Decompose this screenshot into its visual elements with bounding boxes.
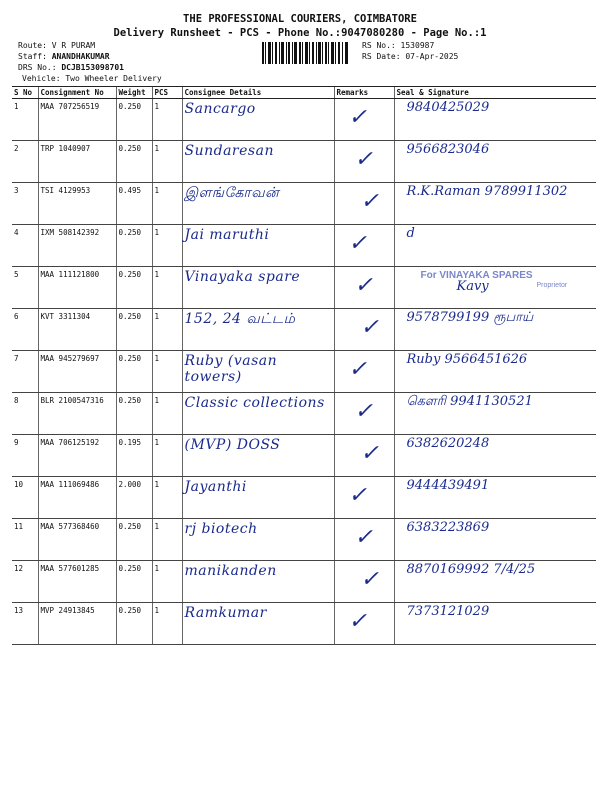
col-header-pcs: PCS <box>152 87 182 99</box>
row-consignee-handwriting: Ramkumar <box>184 605 267 621</box>
row-consignee-cell <box>182 393 334 435</box>
rs-date-label: RS Date: <box>362 52 401 61</box>
table-row <box>12 183 596 225</box>
row-pcs: 1 <box>152 225 182 267</box>
row-pcs: 1 <box>152 309 182 351</box>
tick-mark-icon: ✓ <box>360 315 379 340</box>
tick-mark-icon: ✓ <box>348 105 367 130</box>
row-remarks-cell <box>334 309 394 351</box>
row-consignee-handwriting: manikanden <box>184 563 277 579</box>
row-consignment-no: TSI 4129953 <box>38 183 116 225</box>
table-row <box>12 393 596 435</box>
row-consignment-no: MAA 111069486 <box>38 477 116 519</box>
tick-mark-icon: ✓ <box>360 189 379 214</box>
rs-no-label: RS No.: <box>362 41 396 50</box>
row-consignee-cell <box>182 141 334 183</box>
row-signature-cell <box>394 603 596 645</box>
row-pcs: 1 <box>152 351 182 393</box>
row-signature-cell <box>394 435 596 477</box>
row-weight: 0.250 <box>116 309 152 351</box>
row-signature-cell <box>394 477 596 519</box>
barcode <box>262 42 348 64</box>
row-consignee-handwriting: Jai maruthi <box>184 227 270 243</box>
col-header-consignment: Consignment No <box>38 87 116 99</box>
row-weight: 0.250 <box>116 141 152 183</box>
row-signature-cell <box>394 351 596 393</box>
row-sno: 2 <box>12 141 38 183</box>
row-signature-cell <box>394 141 596 183</box>
row-consignment-no: MAA 111121800 <box>38 267 116 309</box>
row-weight: 0.495 <box>116 183 152 225</box>
tick-mark-icon: ✓ <box>360 441 379 466</box>
row-signature-handwriting: d <box>406 226 415 241</box>
row-weight: 0.195 <box>116 435 152 477</box>
tick-mark-icon: ✓ <box>348 609 367 634</box>
row-signature-handwriting: Ruby 9566451626 <box>406 352 528 367</box>
row-weight: 0.250 <box>116 267 152 309</box>
row-consignee-handwriting: (MVP) DOSS <box>184 437 281 453</box>
drs-label: DRS No.: <box>18 63 57 72</box>
table-row <box>12 309 596 351</box>
row-weight: 0.250 <box>116 519 152 561</box>
row-pcs: 1 <box>152 141 182 183</box>
tick-mark-icon: ✓ <box>354 399 373 424</box>
row-consignee-handwriting: Ruby (vasan towers) <box>184 353 278 385</box>
staff-value: ANANDHAKUMAR <box>51 52 110 61</box>
row-signature-cell <box>394 309 596 351</box>
row-pcs: 1 <box>152 183 182 225</box>
route-label: Route: <box>18 41 47 50</box>
row-consignee-handwriting: Vinayaka spare <box>184 269 301 285</box>
row-weight: 2.000 <box>116 477 152 519</box>
row-sno: 13 <box>12 603 38 645</box>
col-header-consignee: Consignee Details <box>182 87 334 99</box>
row-signature-cell <box>394 267 596 309</box>
row-consignee-cell <box>182 351 334 393</box>
vehicle-value: Two Wheeler Delivery <box>65 74 162 83</box>
tick-mark-icon: ✓ <box>360 567 379 592</box>
row-signature-handwriting: 6382620248 <box>406 436 490 451</box>
row-sno: 5 <box>12 267 38 309</box>
row-consignment-no: IXM 508142392 <box>38 225 116 267</box>
row-signature-handwriting: 9444439491 <box>406 478 490 493</box>
rs-date-line <box>362 52 458 61</box>
tick-mark-icon: ✓ <box>348 231 367 256</box>
row-signature-cell <box>394 225 596 267</box>
row-pcs: 1 <box>152 99 182 141</box>
row-consignment-no: MAA 577601285 <box>38 561 116 603</box>
row-sno: 10 <box>12 477 38 519</box>
row-pcs: 1 <box>152 603 182 645</box>
staff-label: Staff: <box>18 52 47 61</box>
row-consignee-handwriting: Jayanthi <box>184 479 247 495</box>
table-row <box>12 519 596 561</box>
row-sno: 11 <box>12 519 38 561</box>
table-row <box>12 225 596 267</box>
row-consignment-no: BLR 2100547316 <box>38 393 116 435</box>
row-consignee-handwriting: 152, 24 வட்டம் <box>184 311 296 327</box>
row-signature-handwriting: கௌரி 9941130521 <box>406 394 533 409</box>
row-consignment-no: MAA 945279697 <box>38 351 116 393</box>
company-title: THE PROFESSIONAL COURIERS, COIMBATORE <box>183 13 417 25</box>
row-weight: 0.250 <box>116 603 152 645</box>
row-pcs: 1 <box>152 477 182 519</box>
vehicle-label: Vehicle: <box>22 74 61 83</box>
rs-no-line <box>362 41 434 50</box>
row-signature-handwriting: Kavy <box>456 279 489 294</box>
table-row <box>12 99 596 141</box>
row-consignee-cell <box>182 309 334 351</box>
row-consignee-cell <box>182 477 334 519</box>
row-signature-handwriting: 7373121029 <box>406 604 490 619</box>
rs-date-value: 07-Apr-2025 <box>405 52 459 61</box>
row-signature-handwriting: 9840425029 <box>406 100 490 115</box>
table-row <box>12 141 596 183</box>
runsheet-title: Delivery Runsheet - PCS - Phone No.:9047080280 - Page No.:1 <box>113 27 487 39</box>
row-consignment-no: MAA 707256519 <box>38 99 116 141</box>
row-remarks-cell <box>334 351 394 393</box>
row-remarks-cell <box>334 561 394 603</box>
row-sno: 3 <box>12 183 38 225</box>
row-consignee-cell <box>182 99 334 141</box>
table-row <box>12 561 596 603</box>
vehicle-line <box>22 74 162 83</box>
seal-stamp: For VINAYAKA SPARES <box>420 270 533 281</box>
row-consignee-cell <box>182 561 334 603</box>
rs-no-value: 1530987 <box>400 41 435 50</box>
row-weight: 0.250 <box>116 225 152 267</box>
row-consignment-no: MAA 577368460 <box>38 519 116 561</box>
row-consignee-cell <box>182 603 334 645</box>
row-sno: 4 <box>12 225 38 267</box>
row-sno: 8 <box>12 393 38 435</box>
row-consignment-no: KVT 3311304 <box>38 309 116 351</box>
row-weight: 0.250 <box>116 561 152 603</box>
row-signature-handwriting: 9578799199 ரூபாய் <box>406 310 534 325</box>
row-consignee-handwriting: Sundaresan <box>184 143 274 159</box>
table-row <box>12 477 596 519</box>
row-remarks-cell <box>334 267 394 309</box>
row-remarks-cell <box>334 183 394 225</box>
drs-line <box>18 63 124 72</box>
runsheet-table <box>12 86 596 645</box>
row-remarks-cell <box>334 519 394 561</box>
row-signature-handwriting: 8870169992 7/4/25 <box>406 562 536 577</box>
table-row <box>12 603 596 645</box>
row-pcs: 1 <box>152 435 182 477</box>
row-weight: 0.250 <box>116 393 152 435</box>
table-row <box>12 435 596 477</box>
row-remarks-cell <box>334 477 394 519</box>
row-signature-cell <box>394 393 596 435</box>
tick-mark-icon: ✓ <box>354 525 373 550</box>
row-consignee-handwriting: Sancargo <box>184 101 256 117</box>
route-value: V R PURAM <box>51 41 96 50</box>
row-sno: 9 <box>12 435 38 477</box>
row-sno: 1 <box>12 99 38 141</box>
col-header-remarks: Remarks <box>334 87 394 99</box>
tick-mark-icon: ✓ <box>348 483 367 508</box>
row-consignment-no: MAA 706125192 <box>38 435 116 477</box>
row-remarks-cell <box>334 99 394 141</box>
tick-mark-icon: ✓ <box>354 147 373 172</box>
table-row <box>12 267 596 309</box>
row-sno: 12 <box>12 561 38 603</box>
row-signature-handwriting: R.K.Raman 9789911302 <box>406 184 568 199</box>
col-header-signature: Seal & Signature <box>394 87 596 99</box>
table-header-row <box>12 87 596 99</box>
row-consignee-cell <box>182 519 334 561</box>
route-line <box>18 41 95 50</box>
seal-stamp-proprietor: Proprietor <box>536 282 568 289</box>
row-pcs: 1 <box>152 519 182 561</box>
row-signature-cell <box>394 561 596 603</box>
col-header-sno: S No <box>12 87 38 99</box>
row-pcs: 1 <box>152 561 182 603</box>
row-signature-cell <box>394 183 596 225</box>
row-consignee-cell <box>182 435 334 477</box>
row-consignee-cell <box>182 183 334 225</box>
row-consignee-cell <box>182 225 334 267</box>
table-row <box>12 351 596 393</box>
row-consignment-no: TRP 1040907 <box>38 141 116 183</box>
row-weight: 0.250 <box>116 351 152 393</box>
row-pcs: 1 <box>152 393 182 435</box>
tick-mark-icon: ✓ <box>348 357 367 382</box>
row-consignee-handwriting: rj biotech <box>184 521 258 537</box>
row-consignee-handwriting: Classic collections <box>184 395 325 411</box>
row-signature-handwriting: 9566823046 <box>406 142 490 157</box>
drs-value: DCJB153098701 <box>61 63 124 72</box>
tick-mark-icon: ✓ <box>354 273 373 298</box>
row-remarks-cell <box>334 393 394 435</box>
row-remarks-cell <box>334 435 394 477</box>
row-consignment-no: MVP 24913845 <box>38 603 116 645</box>
row-weight: 0.250 <box>116 99 152 141</box>
col-header-weight: Weight <box>116 87 152 99</box>
row-signature-cell <box>394 99 596 141</box>
row-remarks-cell <box>334 603 394 645</box>
row-consignee-handwriting: இளங்கோவன் <box>184 185 280 201</box>
staff-line <box>18 52 110 61</box>
row-pcs: 1 <box>152 267 182 309</box>
row-signature-handwriting: 6383223869 <box>406 520 490 535</box>
row-sno: 6 <box>12 309 38 351</box>
row-sno: 7 <box>12 351 38 393</box>
row-remarks-cell <box>334 225 394 267</box>
row-remarks-cell <box>334 141 394 183</box>
row-signature-cell <box>394 519 596 561</box>
row-consignee-cell <box>182 267 334 309</box>
